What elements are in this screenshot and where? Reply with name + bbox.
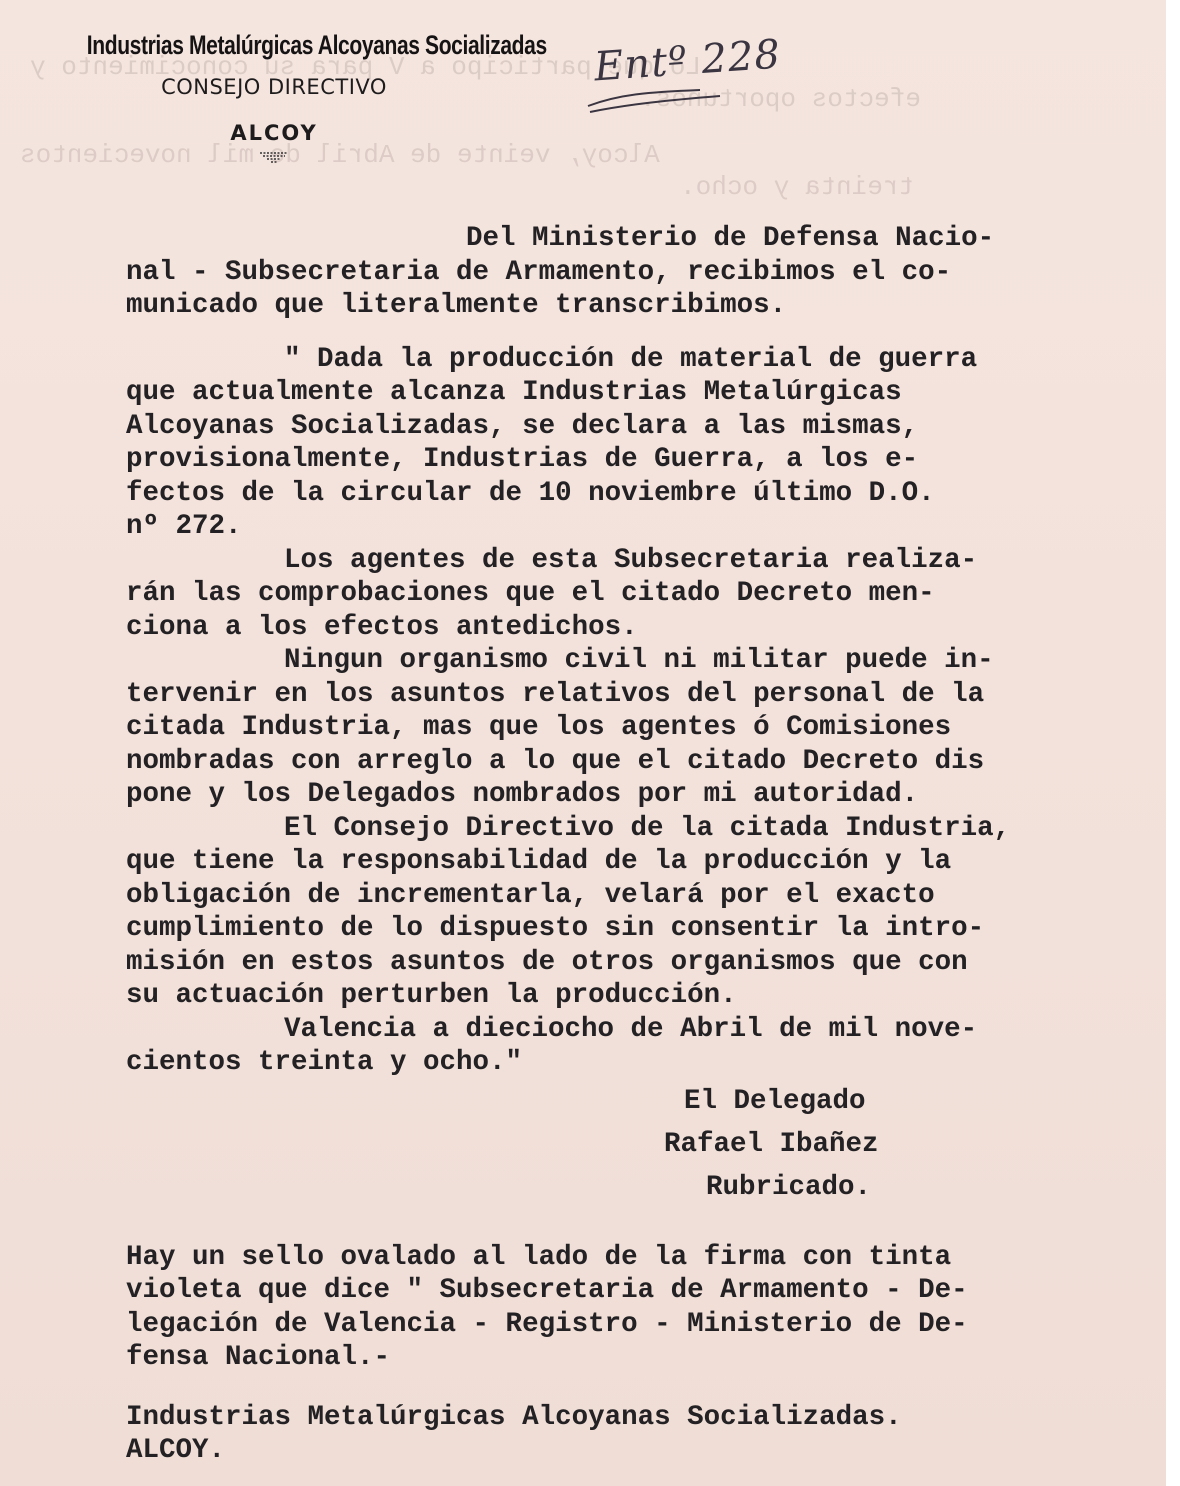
quote-line: nº 272. — [126, 511, 242, 542]
signature-note: Rubricado. — [706, 1171, 872, 1203]
quote-line: Valencia a dieciocho de Abril de mil nove- — [284, 1013, 978, 1045]
letterhead — [34, 30, 547, 168]
letter-body — [126, 222, 1166, 1468]
letterhead-company: Industrias Metalúrgicas Alcoyanas Socializadas — [86, 30, 547, 60]
intro-line: Del Ministerio de Defensa Nacio- — [466, 223, 995, 254]
letterhead-council: CONSEJO DIRECTIVO — [161, 75, 387, 99]
handwritten-entry-annotation: Entº 228 — [592, 31, 783, 91]
intro-line: nal - Subsecretaria de Armamento, recibimos el co- — [126, 256, 952, 288]
quote-line: Alcoyanas Socializadas, se declara a las mismas, — [126, 410, 919, 442]
quote-line: Ningun organismo civil ni militar puede in- — [284, 645, 994, 676]
letterhead-city: ALCOY — [230, 121, 318, 145]
quote-line: El Consejo Directivo de la citada Industria, — [284, 812, 1011, 844]
show-through-line: efectos oportunos. — [640, 84, 921, 114]
quote-line: misión en estos asuntos de otros organismos que con — [126, 946, 968, 978]
scan-edge — [1166, 0, 1180, 1486]
quote-line: tervenir en los asuntos relativos del personal de la — [126, 678, 985, 710]
handwriting-flourish-icon — [580, 86, 730, 116]
quote-line: nombradas con arreglo a lo que el citado Decreto dis — [126, 745, 985, 777]
addressee-city: ALCOY. — [126, 1435, 226, 1466]
seal-note-line: legación de Valencia - Registro - Ministerio de De- — [126, 1308, 968, 1340]
quote-line: ciona a los efectos antedichos. — [126, 611, 638, 643]
quote-line: su actuación perturben la producción. — [126, 980, 737, 1011]
quote-line: cumplimiento de lo dispuesto sin consentir la intro- — [126, 913, 985, 944]
seal-note-line: violeta que dice " Subsecretaria de Armamento - De- — [126, 1275, 968, 1306]
quote-line: " Dada la producción de material de guerra — [284, 343, 978, 375]
signature-title: El Delegado — [684, 1085, 866, 1117]
quote-line: provisionalmente, Industrias de Guerra, a los e- — [126, 444, 919, 475]
quote-line: que actualmente alcanza Industrias Metalúrgicas — [126, 377, 902, 408]
signature-name: Rafael Ibañez — [664, 1128, 879, 1160]
quote-line: obligación de incrementarla, velará por el exacto — [126, 879, 935, 911]
quote-line: fectos de la circular de 10 noviembre último D.O. — [126, 477, 935, 509]
quote-line: que tiene la responsabilidad de la producción y la — [126, 846, 952, 877]
show-through-line: Lo que participo a V para su conocimiento y — [30, 52, 701, 82]
addressee-name: Industrias Metalúrgicas Alcoyanas Socializadas. — [126, 1401, 902, 1433]
seal-note-line: Hay un sello ovalado al lado de la firma con tinta — [126, 1241, 952, 1273]
quote-line: Los agentes de esta Subsecretaria realiza- — [284, 544, 978, 576]
show-through-line: Alcoy, veinte de Abril de mil novecientos — [20, 140, 660, 170]
quote-line: cientos treinta y ocho." — [126, 1047, 523, 1078]
intro-line: municado que literalmente transcribimos. — [126, 290, 787, 321]
quote-line: rán las comprobaciones que el citado Decreto men- — [126, 578, 935, 609]
seal-note-line: fensa Nacional.- — [126, 1342, 391, 1373]
quote-line: citada Industria, mas que los agentes ó Comisiones — [126, 712, 952, 743]
ornament-icon — [259, 151, 289, 163]
quote-line: pone y los Delegados nombrados por mi autoridad. — [126, 779, 919, 810]
show-through-line: treinta y ocho. — [680, 172, 915, 202]
